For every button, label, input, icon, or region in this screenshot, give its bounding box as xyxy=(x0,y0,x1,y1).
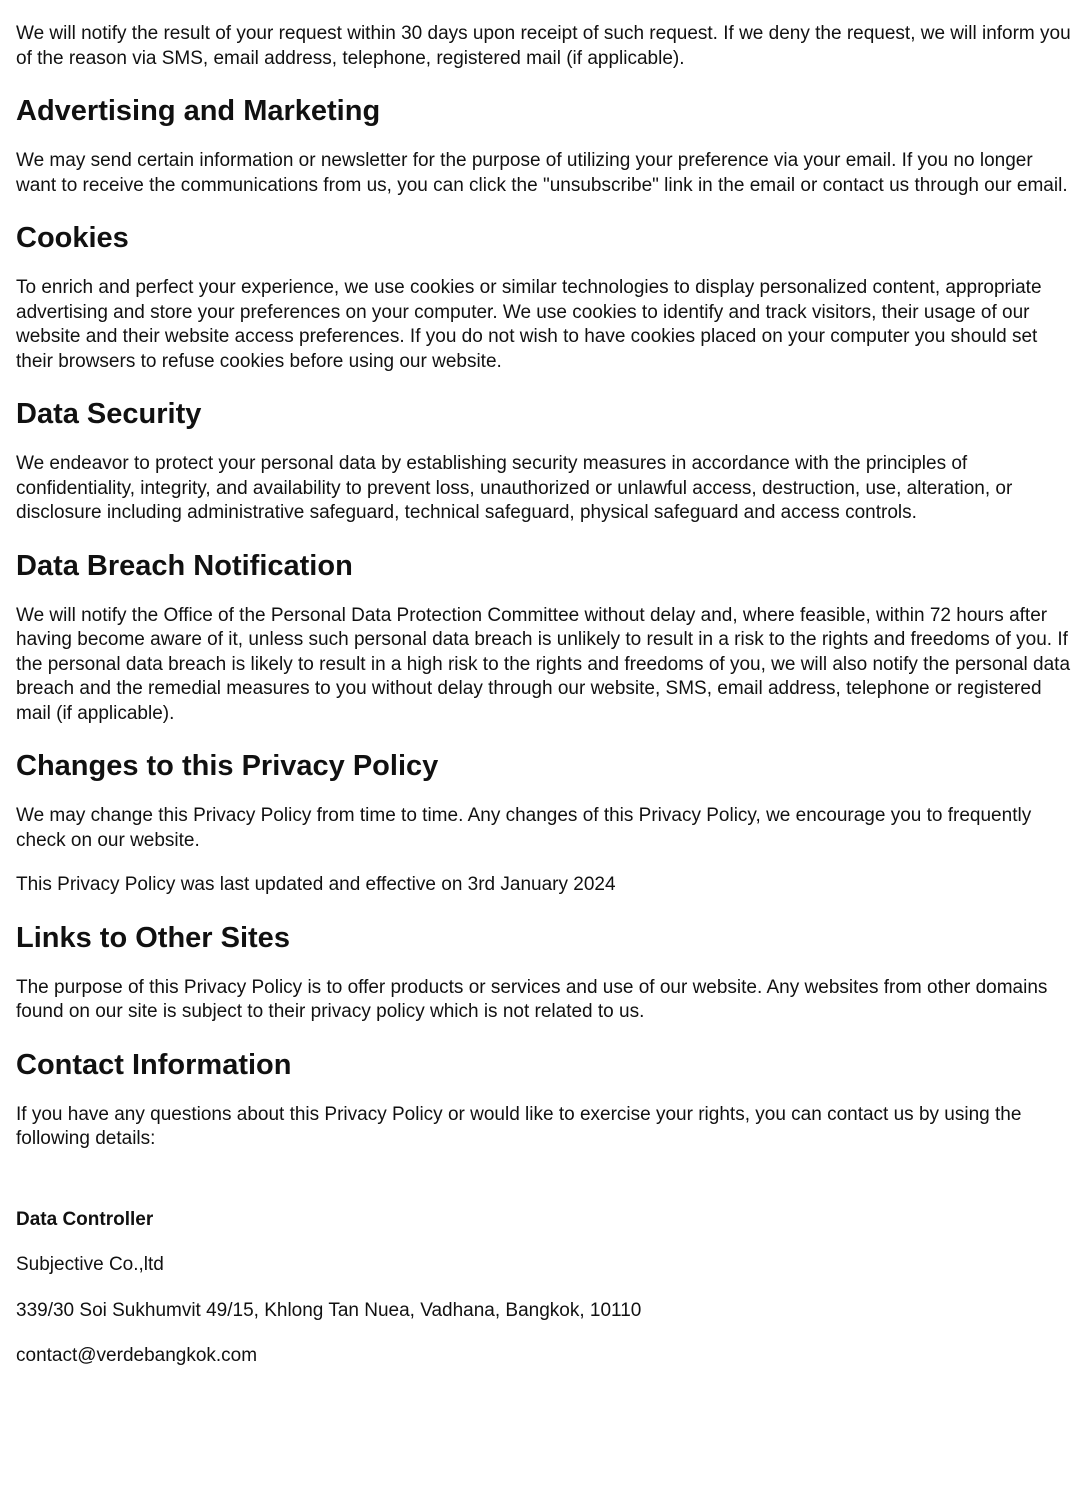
section-heading: Links to Other Sites xyxy=(16,921,290,954)
section-paragraph: We may change this Privacy Policy from time to time. Any changes of this Privacy Policy, we encourage you to frequently check on our website. xyxy=(16,805,1032,851)
section-paragraph: If you have any questions about this Privacy Policy or would like to exercise your rights, you can contact us by using the following details: xyxy=(16,1103,1022,1149)
section-paragraph: To enrich and perfect your experience, we use cookies or similar technologies to display personalized content, appropriate advertising and store your preferences on your computer. We use cookies to identify and track visitors, their usage of our website and their website access preferences. If you do not wish to have cookies placed on your computer you should set their browsers to refuse cookies before using our website. xyxy=(16,277,1042,372)
section-heading: Contact Information xyxy=(16,1048,292,1081)
section-paragraph: We will notify the Office of the Personal Data Protection Committee without delay and, where feasible, within 72 hours after having become aware of it, unless such personal data breach is unlikely to result in a risk to the rights and freedoms of you. If the personal data breach is likely to result in a high risk to the rights and freedoms of you, we will also notify the personal data breach and the remedial measures to you without delay through our website, SMS, email address, telephone or registered mail (if applicable). xyxy=(16,604,1071,724)
section-heading: Changes to this Privacy Policy xyxy=(16,750,439,782)
section-heading: Advertising and Marketing xyxy=(16,95,381,127)
contact-email-link[interactable]: contact@verdebangkok.com xyxy=(16,1345,258,1366)
section-advertising-marketing xyxy=(16,93,1072,198)
section-heading: Cookies xyxy=(16,222,129,254)
section-paragraph: We endeavor to protect your personal data by establishing security measures in accordance with the principles of confidentiality, integrity, and availability to prevent loss, unauthorized or unlawful access, destruction, use, alteration, or disclosure including administrative safeguard, technical safeguard, physical safeguard and access controls. xyxy=(16,453,1013,523)
section-paragraph: The purpose of this Privacy Policy is to offer products or services and use of our website. Any websites from other domains found on our site is subject to their privacy policy which is not related to us. xyxy=(16,976,1048,1022)
contact-details xyxy=(16,1208,1072,1369)
intro-paragraph: We will notify the result of your request within 30 days upon receipt of such request. If we deny the request, we will inform you of the reason via SMS, email address, telephone, registered mail (if applicable). xyxy=(16,23,1071,69)
section-heading: Data Breach Notification xyxy=(16,549,353,582)
section-cookies xyxy=(16,220,1072,374)
section-links-other-sites xyxy=(16,920,1072,1025)
company-address: 339/30 Soi Sukhumvit 49/15, Khlong Tan Nuea, Vadhana, Bangkok, 10110 xyxy=(16,1299,642,1321)
section-changes-privacy-policy xyxy=(16,748,1072,898)
section-paragraph: We may send certain information or newsletter for the purpose of utilizing your preference via your email. If you no longer want to receive the communications from us, you can click the "unsubscribe" link in the email or contact us through our email. xyxy=(16,150,1068,196)
section-contact-information xyxy=(16,1047,1072,1152)
company-name: Subjective Co.,ltd xyxy=(16,1254,164,1275)
section-heading: Data Security xyxy=(16,398,202,430)
section-data-breach-notification xyxy=(16,548,1072,727)
last-updated-paragraph: This Privacy Policy was last updated and effective on 3rd January 2024 xyxy=(16,874,616,895)
data-controller-label: Data Controller xyxy=(16,1208,154,1230)
section-data-security xyxy=(16,396,1072,526)
